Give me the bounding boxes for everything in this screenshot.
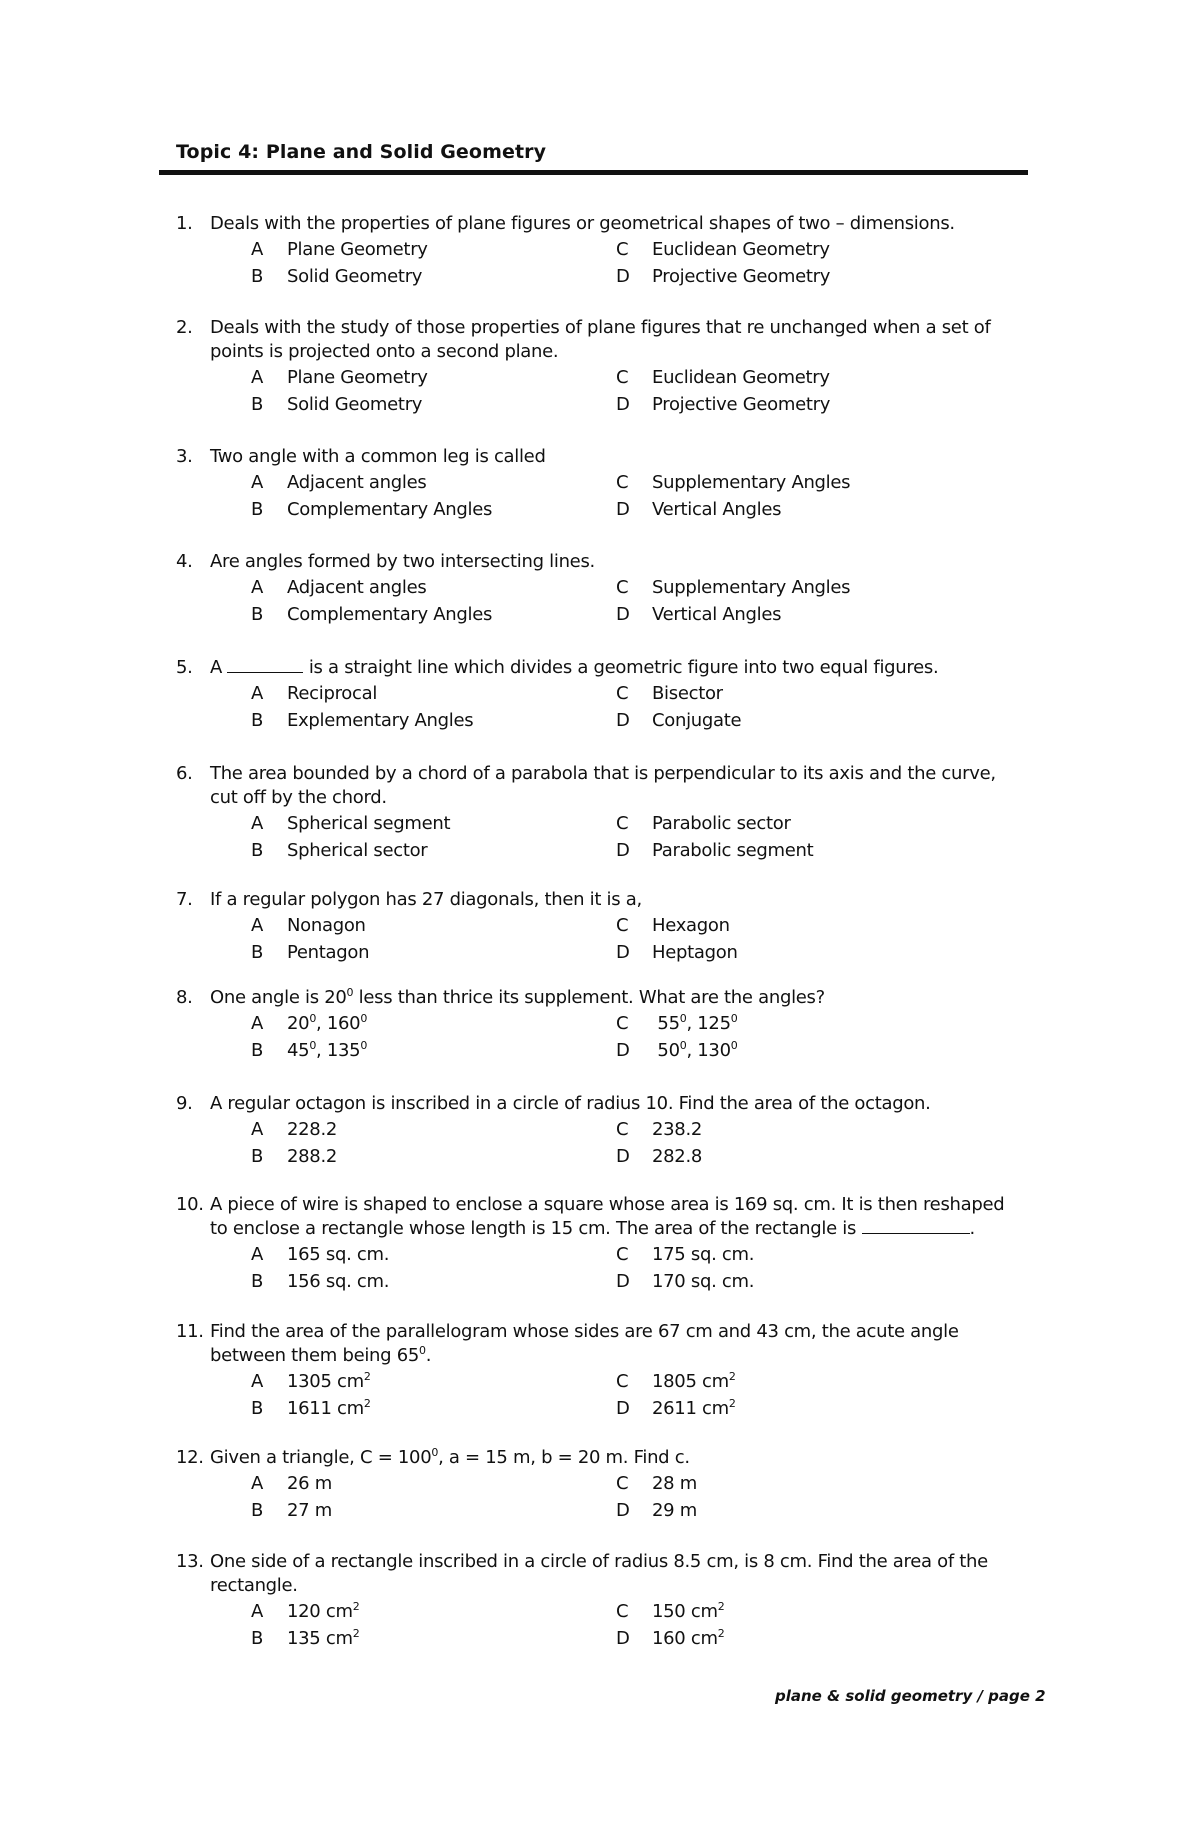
question-12 [176,1446,1026,1550]
choice-a: A Adjacent angles [251,472,427,493]
choice-b: B $45^0$, $135^0$ [251,1039,368,1061]
choice-d: D Projective Geometry [616,394,831,415]
choice-c: C Hexagon [616,915,730,936]
choice-a: A 228.2 [251,1119,338,1140]
choice-b: B 135 $cm^2$ [251,1627,360,1649]
choice-a: A Plane Geometry [251,239,428,260]
choice-c: C Supplementary Angles [616,472,851,493]
choice-c: C 28 m [616,1473,697,1494]
answer-blank [227,656,303,673]
choice-d: D 29 m [616,1500,697,1521]
question-text: The area bounded by a chord of a parabola that is perpendicular to its axis and the curve, cut off by the chord. [210,763,996,808]
choice-c: C Supplementary Angles [616,577,851,598]
question-text: Are angles formed by two intersecting lines. [210,551,595,572]
choice-a: A $20^0$, $160^0$ [251,1012,368,1034]
choice-d: D Conjugate [616,710,742,731]
choice-b: B Solid Geometry [251,394,423,415]
choices [176,810,1026,865]
question-text: A is a straight line which divides a geometric figure into two equal figures. [210,657,939,678]
choice-a: A 165 sq. cm. [251,1244,390,1265]
question-9 [176,1092,1026,1193]
page-footer: plane & solid geometry / page 2 [775,1687,1046,1705]
choice-c: C Parabolic sector [616,813,791,834]
choice-b: B Complementary Angles [251,604,493,625]
question-1 [176,212,1026,316]
choice-d: D $50^0$, $130^0$ [616,1039,738,1061]
choice-d: D Parabolic segment [616,840,814,861]
question-text: Given a triangle, $C = 100^0$, a = 15 m, b = 20 m. Find c. [210,1446,690,1468]
question-number: 7. [176,889,193,910]
question-number: 5. [176,657,193,678]
choice-a: A Nonagon [251,915,366,936]
question-text: Two angle with a common leg is called [210,446,546,467]
question-5 [176,656,1026,762]
choice-b: B Pentagon [251,942,370,963]
choice-c: C Euclidean Geometry [616,239,830,260]
question-number: 12. [176,1447,204,1468]
question-number: 2. [176,317,193,338]
question-number: 3. [176,446,193,467]
question-8 [176,986,1026,1092]
choices [176,1598,1026,1653]
choices [176,364,1026,419]
choice-a: A Reciprocal [251,683,378,704]
question-text: Deals with the properties of plane figures or geometrical shapes of two – dimensions. [210,213,955,234]
choice-b: B Spherical sector [251,840,428,861]
choices [176,1368,1026,1423]
choice-a: A Plane Geometry [251,367,428,388]
choice-c: C Bisector [616,683,723,704]
question-11 [176,1320,1026,1446]
question-4 [176,550,1026,656]
choice-c: C Euclidean Geometry [616,367,830,388]
choice-a: A Adjacent angles [251,577,427,598]
choice-b: B Complementary Angles [251,499,493,520]
question-number: 4. [176,551,193,572]
question-text: A piece of wire is shaped to enclose a square whose area is 169 sq. cm. It is then reshaped to enclose a rectangle whose length is 15 cm. The area of the rectangle is . [210,1194,1005,1239]
choices [176,912,1026,967]
question-number: 6. [176,763,193,784]
choice-a: A 1305 $cm^2$ [251,1370,371,1392]
question-2 [176,316,1026,445]
choice-c: C $55^0$, $125^0$ [616,1012,738,1034]
choice-b: B 1611 $cm^2$ [251,1397,371,1419]
question-number: 1. [176,213,193,234]
question-text: One angle is $20^0$ less than thrice its supplement. What are the angles? [210,986,825,1008]
question-list [176,212,1026,1660]
question-13 [176,1550,1026,1660]
question-number: 10. [176,1194,204,1215]
choice-d: D 160 $cm^2$ [616,1627,725,1649]
question-7 [176,888,1026,986]
answer-blank [862,1217,970,1234]
question-text: One side of a rectangle inscribed in a circle of radius 8.5 cm, is 8 cm. Find the area of the rectangle. [210,1551,988,1596]
question-6 [176,762,1026,888]
choice-c: C 1805 $cm^2$ [616,1370,736,1392]
page-title: Topic 4: Plane and Solid Geometry [176,141,547,163]
choice-a: A 120 $cm^2$ [251,1600,360,1622]
choices [176,1116,1026,1171]
choice-b: B 156 sq. cm. [251,1271,390,1292]
title-underline [159,170,1028,175]
question-number: 11. [176,1321,204,1342]
choices [176,1470,1026,1525]
choices [176,680,1026,735]
choice-b: B Explementary Angles [251,710,474,731]
choices [176,469,1026,524]
choice-d: D 2611 $cm^2$ [616,1397,736,1419]
choice-d: D Vertical Angles [616,604,782,625]
question-text: Find the area of the parallelogram whose sides are 67 cm and 43 cm, the acute angle between them being $65^0$. [210,1321,959,1366]
choice-d: D Projective Geometry [616,266,831,287]
choices [176,236,1026,291]
choices [176,574,1026,629]
question-number: 13. [176,1551,204,1572]
question-text: If a regular polygon has 27 diagonals, then it is a, [210,889,642,910]
choice-b: B 288.2 [251,1146,338,1167]
choices [176,1241,1026,1296]
choice-c: C 238.2 [616,1119,703,1140]
choice-d: D 170 sq. cm. [616,1271,755,1292]
choices [176,1010,1026,1065]
choice-b: B 27 m [251,1500,332,1521]
question-10 [176,1193,1026,1320]
question-number: 9. [176,1093,193,1114]
question-text: Deals with the study of those properties of plane figures that re unchanged when a set of points is projected onto a second plane. [210,317,991,362]
choice-d: D Vertical Angles [616,499,782,520]
choice-c: C 150 $cm^2$ [616,1600,725,1622]
question-text: A regular octagon is inscribed in a circle of radius 10. Find the area of the octagon. [210,1093,931,1114]
choice-a: A Spherical segment [251,813,451,834]
choice-d: D 282.8 [616,1146,703,1167]
choice-d: D Heptagon [616,942,738,963]
question-number: 8. [176,987,193,1008]
choice-c: C 175 sq. cm. [616,1244,755,1265]
question-3 [176,445,1026,550]
choice-b: B Solid Geometry [251,266,423,287]
choice-a: A 26 m [251,1473,332,1494]
